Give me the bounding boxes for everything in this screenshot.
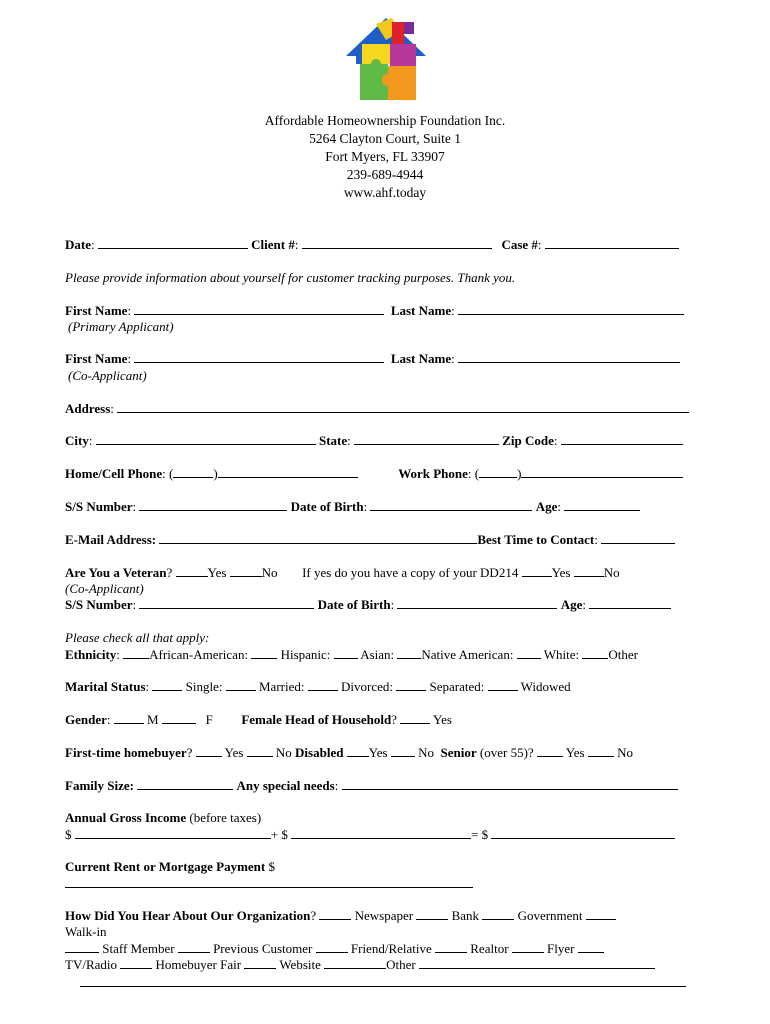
eth-hispanic-label: Hispanic:	[280, 647, 331, 662]
male-label: M	[147, 712, 159, 727]
friend-label: Friend/Relative	[350, 941, 432, 956]
dd214-yes-box[interactable]	[522, 564, 552, 577]
age-field[interactable]	[564, 498, 640, 511]
rent-label: Current Rent or Mortgage Payment	[65, 859, 266, 874]
home-phone-label: Home/Cell Phone	[65, 466, 163, 481]
realtor-box[interactable]	[435, 940, 467, 953]
divorced-box[interactable]	[308, 678, 338, 691]
senior-yes-box[interactable]	[537, 744, 563, 757]
marital-label: Marital Status	[65, 679, 146, 694]
income-row	[65, 809, 696, 826]
co-last-name-field[interactable]	[458, 350, 680, 363]
ssn-field[interactable]	[139, 498, 287, 511]
hear-row-2	[65, 940, 696, 957]
best-time-label: Best Time to Contact	[477, 532, 595, 547]
veteran-no-box[interactable]	[230, 564, 262, 577]
address-row: Address:	[65, 400, 696, 417]
eth-other-label: Other	[608, 647, 638, 662]
widowed-label: Widowed	[520, 679, 571, 694]
income-label: Annual Gross Income	[65, 810, 187, 825]
date-label: Date	[65, 237, 91, 252]
case-label: Case #	[501, 237, 538, 252]
veteran-row: Are You a Veteran? Yes No If yes do you have a copy of your DD214 Yes No	[65, 565, 620, 580]
other-field[interactable]	[419, 956, 655, 969]
last-name-label: Last Name	[390, 303, 452, 318]
senior-no-box[interactable]	[588, 744, 614, 757]
disabled-yes-label: Yes	[368, 745, 388, 760]
address-field[interactable]	[117, 400, 689, 413]
dd214-label: If yes do you have a copy of your DD214	[302, 565, 519, 580]
footer-rule	[80, 986, 686, 987]
dd214-no-label: No	[603, 565, 620, 580]
dd214-no-box[interactable]	[574, 564, 604, 577]
senior-note: (over 55)?	[479, 745, 534, 760]
zip-label: Zip Code	[502, 433, 554, 448]
co-applicant-note: (Co-Applicant)	[68, 368, 147, 383]
homebuyer-fair-label: Homebuyer Fair	[155, 957, 242, 972]
special-needs-field[interactable]	[342, 777, 678, 790]
co-first-name-label: First Name	[65, 351, 128, 366]
house-puzzle-logo	[340, 14, 432, 106]
co-age-field[interactable]	[589, 596, 671, 609]
married-box[interactable]	[226, 678, 256, 691]
family-size-field[interactable]	[137, 777, 233, 790]
co-ssn-field[interactable]	[139, 596, 314, 609]
staff-label: Staff Member	[102, 941, 175, 956]
senior-no-label: No	[617, 745, 634, 760]
female-box[interactable]	[162, 711, 196, 724]
walkin-row	[65, 923, 696, 940]
prev-customer-box[interactable]	[178, 940, 210, 953]
city-state-zip-row: City: State: Zip Code:	[65, 432, 696, 449]
first-time-yes-box[interactable]	[196, 744, 222, 757]
eth-african-box[interactable]	[123, 646, 149, 659]
prev-customer-label: Previous Customer	[213, 941, 313, 956]
co-ssn-label: S/S Number	[65, 597, 133, 612]
state-label: State	[318, 433, 348, 448]
city-label: City	[65, 433, 89, 448]
male-box[interactable]	[114, 711, 144, 724]
org-street: 5264 Clayton Court, Suite 1	[309, 131, 461, 146]
address-label: Address	[65, 401, 111, 416]
widowed-box[interactable]	[488, 678, 518, 691]
eth-asian-label: Asian:	[360, 647, 395, 662]
staff-box[interactable]	[65, 940, 99, 953]
client-label: Client #	[251, 237, 295, 252]
disabled-no-box[interactable]	[391, 744, 415, 757]
co-name-row: First Name: Last Name:	[65, 350, 696, 367]
eth-hispanic-box[interactable]	[251, 646, 277, 659]
female-label: F	[205, 712, 213, 727]
flyer-box[interactable]	[512, 940, 544, 953]
separated-box[interactable]	[396, 678, 426, 691]
eth-other-box[interactable]	[582, 646, 608, 659]
client-field[interactable]	[302, 236, 492, 249]
co-last-name-label: Last Name	[390, 351, 452, 366]
rent-row: Current Rent or Mortgage Payment $	[65, 859, 275, 874]
eth-native-box[interactable]	[397, 646, 421, 659]
separated-label: Separated:	[429, 679, 485, 694]
female-head-label: Female Head of Household	[241, 712, 392, 727]
primary-name-row: First Name: Last Name:	[65, 302, 696, 319]
marital-row: Marital Status: Single: Married: Divorced: Separated: Widowed	[65, 679, 571, 694]
age-label: Age	[535, 499, 558, 514]
dd214-yes-label: Yes	[551, 565, 571, 580]
org-website: www.ahf.today	[343, 185, 427, 200]
work-phone-label: Work Phone	[398, 466, 468, 481]
eth-white-label: White:	[543, 647, 580, 662]
veteran-no-label: No	[261, 565, 278, 580]
eth-asian-box[interactable]	[334, 646, 358, 659]
date-client-case-row: Date: Client #: Case #:	[65, 236, 696, 253]
last-name-field[interactable]	[458, 302, 684, 315]
eth-african-label: African-American:	[149, 647, 249, 662]
first-name-field[interactable]	[134, 302, 384, 315]
flyer-label: Flyer	[547, 941, 575, 956]
dob-label: Date of Birth	[290, 499, 364, 514]
co-dob-label: Date of Birth	[317, 597, 391, 612]
special-needs-label: Any special needs	[236, 778, 335, 793]
newspaper-box[interactable]	[319, 907, 351, 920]
hear-row-3	[65, 956, 696, 973]
co-dob-field[interactable]	[397, 596, 557, 609]
check-all-note: Please check all that apply:	[65, 630, 210, 645]
dob-field[interactable]	[370, 498, 532, 511]
state-field[interactable]	[354, 432, 499, 445]
veteran-yes-box[interactable]	[176, 564, 208, 577]
first-time-no-label: No	[275, 745, 292, 760]
date-field[interactable]	[98, 236, 248, 249]
disabled-no-label: No	[418, 745, 435, 760]
website-field[interactable]	[324, 956, 386, 969]
veteran-yes-label: Yes	[207, 565, 227, 580]
phone-row: Home/Cell Phone: ( ) Work Phone: ( )	[65, 465, 696, 482]
ssn-label: S/S Number	[65, 499, 133, 514]
first-time-no-box[interactable]	[247, 744, 273, 757]
income-note: (before taxes)	[189, 810, 262, 825]
government-box[interactable]	[482, 907, 514, 920]
city-field[interactable]	[96, 432, 316, 445]
hear-row: How Did You Hear About Our Organization? Newspaper Bank Government	[65, 907, 696, 924]
website-box[interactable]	[244, 956, 276, 969]
single-label: Single:	[185, 679, 223, 694]
rent-field[interactable]	[65, 875, 473, 888]
married-label: Married:	[259, 679, 305, 694]
walkin-box[interactable]	[586, 907, 616, 920]
org-phone: 239-689-4944	[346, 167, 424, 182]
home-phone-field[interactable]	[218, 465, 358, 478]
website-label: Website	[279, 957, 321, 972]
homebuyer-row: First-time homebuyer? Yes No Disabled Yes No Senior (over 55)? Yes No	[65, 745, 634, 760]
email-field[interactable]	[159, 531, 477, 544]
email-label: E-Mail Address:	[65, 532, 157, 547]
newspaper-label: Newspaper	[354, 908, 414, 923]
income-total-field[interactable]	[491, 826, 675, 839]
female-head-yes-label: Yes	[432, 712, 452, 727]
co-age-label: Age	[560, 597, 583, 612]
income-field-2[interactable]	[291, 826, 471, 839]
zip-field[interactable]	[561, 432, 683, 445]
organization-header	[0, 112, 770, 202]
senior-label: Senior	[440, 745, 477, 760]
bank-label: Bank	[451, 908, 480, 923]
rent-line-row	[65, 875, 696, 892]
single-box[interactable]	[152, 678, 182, 691]
eth-native-label: Native American:	[421, 647, 514, 662]
family-size-label: Family Size:	[65, 778, 134, 793]
divorced-label: Divorced:	[340, 679, 393, 694]
gender-row: Gender: M F Female Head of Household? Yes	[65, 712, 452, 727]
disabled-label: Disabled	[295, 745, 344, 760]
case-field[interactable]	[545, 236, 679, 249]
work-phone-field[interactable]	[521, 465, 683, 478]
realtor-label: Realtor	[470, 941, 509, 956]
best-time-field[interactable]	[601, 531, 675, 544]
work-area-code[interactable]	[479, 465, 517, 478]
eth-white-box[interactable]	[517, 646, 541, 659]
ethnicity-label: Ethnicity	[65, 647, 117, 662]
veteran-label: Are You a Veteran	[65, 565, 167, 580]
family-size-row: Family Size: Any special needs:	[65, 777, 696, 794]
female-head-box[interactable]	[400, 711, 430, 724]
homebuyer-fair-box[interactable]	[120, 956, 152, 969]
disabled-yes-box[interactable]	[347, 744, 369, 757]
government-label: Government	[517, 908, 583, 923]
org-name: Affordable Homeownership Foundation Inc.	[264, 113, 506, 128]
gender-label: Gender	[65, 712, 107, 727]
income-calc-row: $ + $ = $	[65, 826, 696, 843]
instructions: Please provide information about yourself for customer tracking purposes. Thank you.	[65, 270, 516, 285]
first-name-label: First Name	[65, 303, 128, 318]
tvradio-label: TV/Radio	[65, 957, 117, 972]
senior-yes-label: Yes	[565, 745, 585, 760]
first-time-yes-label: Yes	[224, 745, 244, 760]
other-label: Other	[386, 957, 416, 972]
email-row: E-Mail Address: Best Time to Contact:	[65, 531, 696, 548]
hear-label: How Did You Hear About Our Organization	[65, 908, 311, 923]
first-time-label: First-time homebuyer	[65, 745, 187, 760]
ethnicity-row: Ethnicity: African-American: Hispanic: Asian: Native American: White: Other	[65, 647, 638, 662]
veteran-co-applicant-note: (Co-Applicant)	[65, 581, 144, 596]
co-first-name-field[interactable]	[134, 350, 384, 363]
friend-box[interactable]	[316, 940, 348, 953]
co-ssn-row: S/S Number: Date of Birth: Age:	[65, 596, 696, 613]
org-city: Fort Myers, FL 33907	[325, 149, 445, 164]
primary-applicant-note: (Primary Applicant)	[68, 319, 174, 334]
ssn-row: S/S Number: Date of Birth: Age:	[65, 498, 696, 515]
walkin-label: Walk-in	[65, 924, 107, 939]
home-area-code[interactable]	[173, 465, 213, 478]
income-field-1[interactable]	[75, 826, 271, 839]
bank-box[interactable]	[416, 907, 448, 920]
tvradio-box[interactable]	[578, 940, 604, 953]
